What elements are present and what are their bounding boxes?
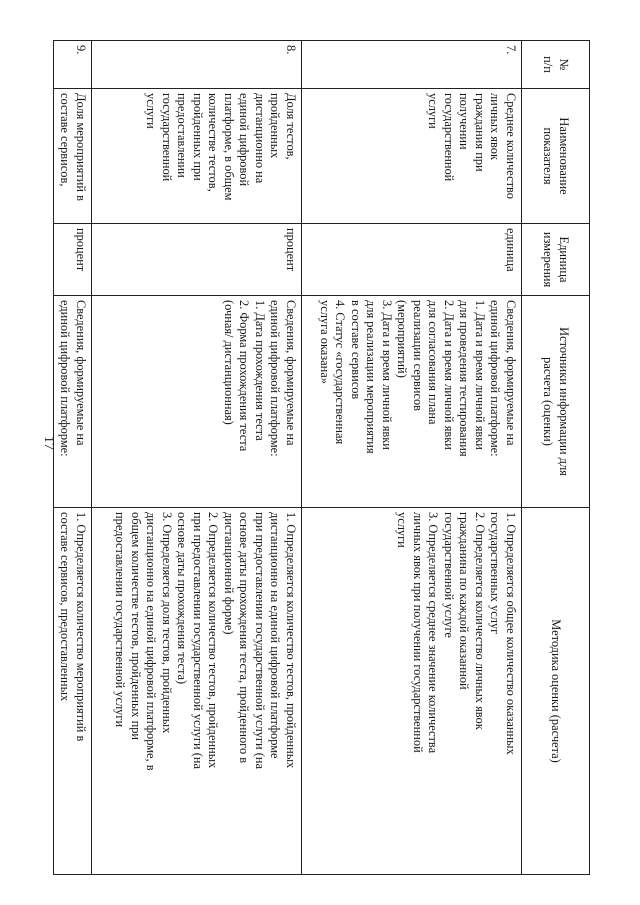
text-line: услуги — [144, 93, 159, 129]
text-line: предоставлении — [175, 93, 190, 178]
header-method — [522, 508, 590, 875]
text-line: личных явок — [488, 93, 503, 160]
table-rotation-frame — [60, 40, 590, 874]
text-line: 1. Определяется количество тестов, пройденных — [284, 512, 298, 769]
text-line: Доля мероприятий в — [74, 93, 88, 201]
text-line: для согласования плана — [426, 300, 441, 425]
text-line: измерения — [541, 231, 556, 288]
text-line: государственных услуг — [488, 512, 503, 635]
assessment-method — [92, 508, 302, 875]
text-line: Источники информации для — [557, 327, 571, 476]
text-line: 2. Определяется количество тестов, пройденных — [206, 512, 221, 769]
information-sources — [302, 296, 522, 508]
text-line: (очная/ дистанционная) — [222, 300, 236, 425]
table-row — [54, 41, 92, 875]
text-line: услуги — [426, 93, 441, 129]
text-line: Сведения, формируемые на — [284, 300, 298, 446]
text-line: 1. Определяется общее количество оказанных — [504, 512, 518, 755]
indicator-name — [54, 89, 92, 224]
unit-of-measure: единица — [302, 224, 522, 296]
text-line: 3. Определяется доля тестов, пройденных — [160, 512, 174, 734]
text-line: реализации сервисов — [411, 300, 425, 412]
text-line: количестве тестов, — [206, 93, 221, 192]
unit-of-measure: процент — [54, 224, 92, 296]
text-line: основе даты прохождения теста) — [175, 512, 190, 685]
page-number: 17 — [41, 436, 56, 450]
text-line: платформе, в общем — [222, 93, 236, 201]
table-row — [92, 41, 302, 875]
table-row — [302, 41, 522, 875]
header-number — [522, 41, 590, 89]
text-line: 4. Статус «государственная — [333, 300, 348, 445]
text-line: получении — [457, 93, 472, 150]
indicators-table — [53, 40, 590, 875]
text-line: 2. Дата и время личной явки — [442, 300, 456, 450]
text-line: 1. Дата и время личной явки — [473, 300, 487, 450]
text-line: расчета (оценки) — [541, 357, 556, 446]
text-line: в составе сервисов — [349, 300, 363, 400]
indicator-name — [302, 89, 522, 224]
text-line: единой цифровой платформе: — [488, 300, 503, 457]
text-line: единой цифровой платформе: — [58, 300, 73, 457]
text-line: при предоставлении государственной услуги (на — [191, 512, 205, 769]
text-line: 3. Определяется среднее значение количества — [426, 512, 441, 754]
header-unit — [522, 224, 590, 296]
row-number: 7. — [302, 41, 522, 89]
text-line: Методика оценки (расчета) — [549, 619, 564, 763]
text-line: единой цифровой платформе: — [268, 300, 283, 457]
row-number: 9. — [54, 41, 92, 89]
text-line: при предоставлении государственной услуги (на — [253, 512, 267, 769]
text-line: основе даты прохождения теста, пройденного в — [237, 512, 252, 764]
text-line: Сведения, формируемые на — [504, 300, 518, 446]
text-line: государственной — [442, 93, 456, 182]
text-line: Сведения, формируемые на — [74, 300, 88, 446]
header-indicator-name — [522, 89, 590, 224]
table-header-row — [522, 41, 590, 875]
text-line: Наименование — [557, 117, 571, 195]
text-line: составе сервисов, предоставленных — [58, 512, 73, 702]
text-line: 1. Дата прохождения теста — [253, 300, 267, 441]
text-line: Единица — [557, 236, 571, 283]
text-line: 3. Дата и время личной явки — [380, 300, 394, 450]
text-line: дистанционной форме) — [222, 512, 236, 635]
text-line: составе сервисов, — [58, 93, 73, 187]
text-line: услуга оказана» — [318, 300, 332, 384]
text-line: общем количестве тестов, пройденных при — [129, 512, 143, 741]
text-line: пройденных — [268, 93, 283, 159]
assessment-method — [302, 508, 522, 875]
text-line: предоставлении государственной услуги — [113, 512, 128, 728]
text-line: услуги — [395, 512, 410, 548]
text-line: (мероприятий) — [395, 300, 410, 378]
text-line: дистанционно на единой цифровой платформе — [268, 512, 283, 759]
text-line: государственной услуге — [442, 512, 456, 638]
text-line: показателя — [541, 127, 556, 185]
text-line: Среднее количество — [504, 93, 518, 199]
row-number: 8. — [92, 41, 302, 89]
text-line: 1. Определяется количество мероприятий в — [74, 512, 88, 742]
text-line: единой цифровой — [237, 93, 252, 187]
indicator-name — [92, 89, 302, 224]
text-line: Доля тестов, — [284, 93, 298, 160]
text-line: граждания при — [473, 93, 487, 172]
text-line: 2. Форма прохождения теста — [237, 300, 252, 452]
text-line: для проведения тестирования — [457, 300, 472, 457]
text-line: личных явок при получении государственной — [411, 512, 425, 753]
text-line: дистанционно на единой цифровой платформе, в — [144, 512, 159, 771]
information-sources — [92, 296, 302, 508]
text-line: дистанционно на — [253, 93, 267, 184]
assessment-method — [54, 508, 92, 875]
information-sources — [54, 296, 92, 508]
text-line: гражданина по каждой оказанной — [457, 512, 472, 690]
text-line: государственной — [160, 93, 174, 182]
text-line: п/п — [541, 56, 556, 73]
text-line: 2. Определяется количество личных явок — [473, 512, 487, 730]
text-line: для реализации мероприятия — [364, 300, 379, 454]
text-line: № — [557, 58, 571, 71]
text-line: пройденных при — [191, 93, 205, 181]
rotated-page-content — [60, 40, 590, 874]
unit-of-measure: процент — [92, 224, 302, 296]
header-sources — [522, 296, 590, 508]
